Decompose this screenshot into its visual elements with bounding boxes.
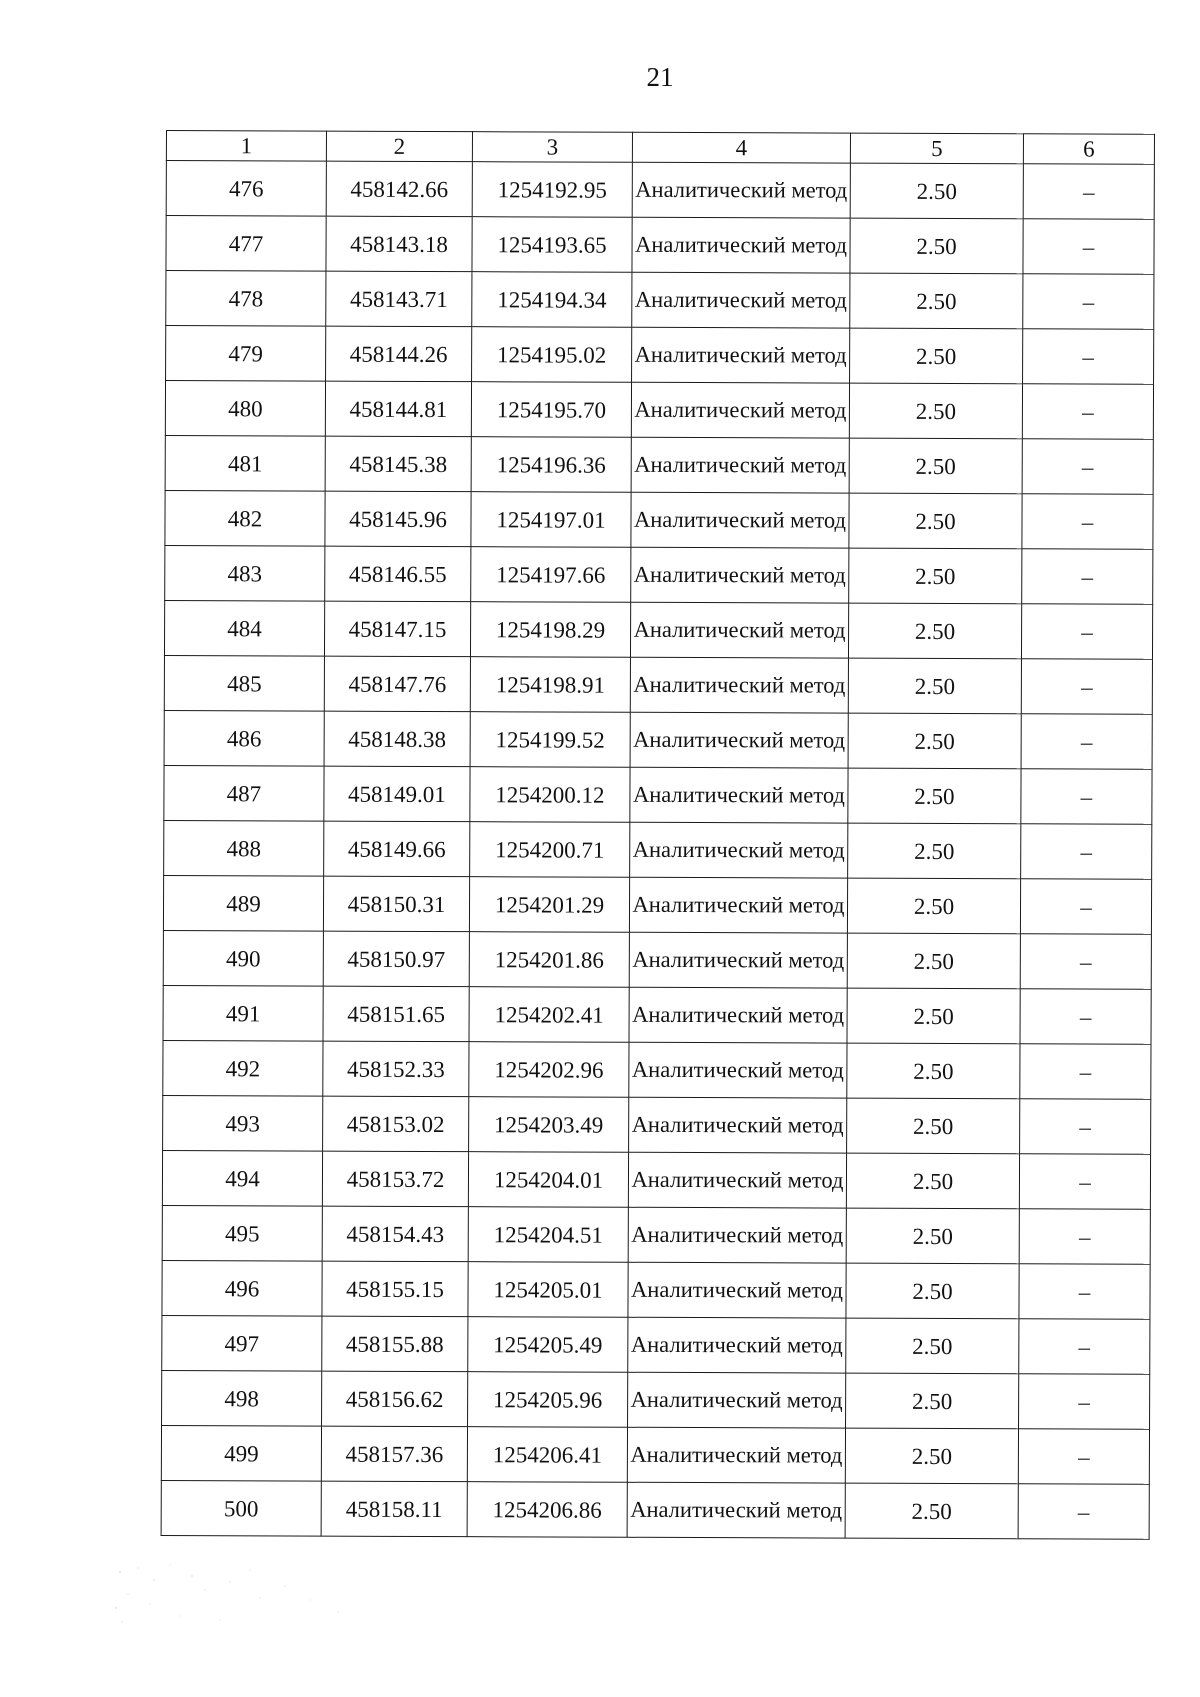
accuracy-cell: 2.50 bbox=[849, 548, 1022, 604]
accuracy-cell: 2.50 bbox=[849, 438, 1022, 494]
table-row bbox=[164, 655, 1152, 714]
x-coordinate-cell: 458149.01 bbox=[324, 766, 470, 822]
description-cell: – bbox=[1021, 714, 1152, 770]
point-number-cell: 484 bbox=[164, 600, 324, 656]
y-coordinate-cell: 1254205.49 bbox=[468, 1317, 628, 1373]
table-row bbox=[161, 1425, 1149, 1484]
header-row bbox=[166, 131, 1154, 165]
y-coordinate-cell: 1254192.95 bbox=[472, 162, 632, 218]
description-cell: – bbox=[1023, 219, 1154, 275]
x-coordinate-cell: 458147.76 bbox=[324, 656, 470, 712]
table-row bbox=[163, 875, 1151, 934]
method-cell: Аналитический метод bbox=[629, 987, 847, 1043]
method-cell: Аналитический метод bbox=[632, 162, 850, 218]
point-number-cell: 478 bbox=[166, 271, 326, 327]
description-cell: – bbox=[1019, 1209, 1150, 1265]
x-coordinate-cell: 458149.66 bbox=[324, 821, 470, 877]
x-coordinate-cell: 458150.31 bbox=[323, 876, 469, 932]
description-cell: – bbox=[1022, 494, 1153, 550]
accuracy-cell: 2.50 bbox=[847, 933, 1020, 989]
description-cell: – bbox=[1020, 1044, 1151, 1100]
description-cell: – bbox=[1022, 439, 1153, 495]
accuracy-cell: 2.50 bbox=[848, 768, 1021, 824]
method-cell: Аналитический метод bbox=[631, 437, 849, 493]
x-coordinate-cell: 458143.18 bbox=[326, 216, 472, 272]
y-coordinate-cell: 1254195.70 bbox=[471, 382, 631, 438]
x-coordinate-cell: 458144.26 bbox=[326, 326, 472, 382]
point-number-cell: 490 bbox=[163, 930, 323, 986]
table-row bbox=[165, 381, 1153, 440]
table-row bbox=[161, 1480, 1149, 1539]
accuracy-cell: 2.50 bbox=[848, 603, 1021, 659]
x-coordinate-cell: 458146.55 bbox=[325, 546, 471, 602]
accuracy-cell: 2.50 bbox=[850, 273, 1023, 329]
accuracy-cell: 2.50 bbox=[846, 1208, 1019, 1264]
point-number-cell: 485 bbox=[164, 655, 324, 711]
point-number-cell: 492 bbox=[163, 1040, 323, 1096]
method-cell: Аналитический метод bbox=[630, 767, 848, 823]
x-coordinate-cell: 458152.33 bbox=[323, 1041, 469, 1097]
table-row bbox=[163, 1095, 1151, 1154]
x-coordinate-cell: 458144.81 bbox=[325, 381, 471, 437]
y-coordinate-cell: 1254203.49 bbox=[469, 1097, 629, 1153]
method-cell: Аналитический метод bbox=[630, 657, 848, 713]
description-cell: – bbox=[1023, 164, 1154, 220]
description-cell: – bbox=[1020, 934, 1151, 990]
method-cell: Аналитический метод bbox=[628, 1207, 846, 1263]
description-cell: – bbox=[1021, 659, 1152, 715]
description-cell: – bbox=[1021, 769, 1152, 825]
x-coordinate-cell: 458150.97 bbox=[323, 931, 469, 987]
point-number-cell: 497 bbox=[162, 1315, 322, 1371]
y-coordinate-cell: 1254198.91 bbox=[470, 657, 630, 713]
accuracy-cell: 2.50 bbox=[847, 1043, 1020, 1099]
accuracy-cell: 2.50 bbox=[850, 218, 1023, 274]
description-cell: – bbox=[1023, 329, 1154, 385]
x-coordinate-cell: 458151.65 bbox=[323, 986, 469, 1042]
point-number-cell: 493 bbox=[163, 1095, 323, 1151]
point-number-cell: 491 bbox=[163, 985, 323, 1041]
description-cell: – bbox=[1018, 1429, 1149, 1485]
point-number-cell: 482 bbox=[165, 490, 325, 546]
y-coordinate-cell: 1254195.02 bbox=[472, 327, 632, 383]
point-number-cell: 499 bbox=[161, 1425, 321, 1481]
y-coordinate-cell: 1254200.71 bbox=[470, 822, 630, 878]
accuracy-cell: 2.50 bbox=[846, 1263, 1019, 1319]
x-coordinate-cell: 458156.62 bbox=[322, 1371, 468, 1427]
page-number: 21 bbox=[646, 62, 674, 92]
method-cell: Аналитический метод bbox=[630, 822, 848, 878]
x-coordinate-cell: 458143.71 bbox=[326, 271, 472, 327]
description-cell: – bbox=[1022, 549, 1153, 605]
method-cell: Аналитический метод bbox=[627, 1427, 845, 1483]
table-row bbox=[163, 930, 1151, 989]
accuracy-cell: 2.50 bbox=[845, 1483, 1018, 1539]
point-number-cell: 486 bbox=[164, 710, 324, 766]
point-number-cell: 477 bbox=[166, 216, 326, 272]
accuracy-cell: 2.50 bbox=[848, 658, 1021, 714]
method-cell: Аналитический метод bbox=[631, 492, 849, 548]
table-row bbox=[164, 820, 1152, 879]
point-number-cell: 495 bbox=[162, 1205, 322, 1261]
table-row bbox=[166, 326, 1154, 385]
table-row bbox=[162, 1150, 1150, 1209]
y-coordinate-cell: 1254204.01 bbox=[468, 1152, 628, 1208]
y-coordinate-cell: 1254204.51 bbox=[468, 1207, 628, 1263]
accuracy-cell: 2.50 bbox=[847, 878, 1020, 934]
table-row bbox=[166, 216, 1154, 275]
method-cell: Аналитический метод bbox=[632, 272, 850, 328]
accuracy-cell: 2.50 bbox=[848, 713, 1021, 769]
x-coordinate-cell: 458142.66 bbox=[326, 161, 472, 217]
point-number-cell: 487 bbox=[164, 765, 324, 821]
x-coordinate-cell: 458157.36 bbox=[321, 1426, 467, 1482]
point-number-cell: 480 bbox=[165, 381, 325, 437]
column-header: 1 bbox=[166, 131, 326, 162]
accuracy-cell: 2.50 bbox=[847, 988, 1020, 1044]
table-row bbox=[162, 1370, 1150, 1429]
point-number-cell: 476 bbox=[166, 161, 326, 217]
table-row bbox=[164, 600, 1152, 659]
description-cell: – bbox=[1018, 1484, 1149, 1540]
description-cell: – bbox=[1023, 274, 1154, 330]
accuracy-cell: 2.50 bbox=[846, 1318, 1019, 1374]
x-coordinate-cell: 458154.43 bbox=[322, 1206, 468, 1262]
method-cell: Аналитический метод bbox=[631, 547, 849, 603]
y-coordinate-cell: 1254196.36 bbox=[471, 437, 631, 493]
y-coordinate-cell: 1254206.86 bbox=[467, 1482, 627, 1538]
table-row bbox=[164, 710, 1152, 769]
table-row bbox=[163, 1040, 1151, 1099]
point-number-cell: 483 bbox=[165, 545, 325, 601]
y-coordinate-cell: 1254194.34 bbox=[472, 272, 632, 328]
column-header: 5 bbox=[850, 133, 1023, 164]
accuracy-cell: 2.50 bbox=[848, 823, 1021, 879]
method-cell: Аналитический метод bbox=[628, 1372, 846, 1428]
accuracy-cell: 2.50 bbox=[849, 383, 1022, 439]
table-row bbox=[162, 1260, 1150, 1319]
y-coordinate-cell: 1254197.66 bbox=[471, 547, 631, 603]
point-number-cell: 481 bbox=[165, 435, 325, 491]
x-coordinate-cell: 458153.72 bbox=[322, 1151, 468, 1207]
point-number-cell: 498 bbox=[162, 1370, 322, 1426]
table-row bbox=[162, 1205, 1150, 1264]
y-coordinate-cell: 1254199.52 bbox=[470, 712, 630, 768]
point-number-cell: 494 bbox=[162, 1150, 322, 1206]
description-cell: – bbox=[1019, 1154, 1150, 1210]
table-row bbox=[163, 985, 1151, 1044]
y-coordinate-cell: 1254202.41 bbox=[469, 987, 629, 1043]
method-cell: Аналитический метод bbox=[629, 1042, 847, 1098]
y-coordinate-cell: 1254193.65 bbox=[472, 217, 632, 273]
table-row bbox=[166, 271, 1154, 330]
y-coordinate-cell: 1254198.29 bbox=[470, 602, 630, 658]
method-cell: Аналитический метод bbox=[631, 382, 849, 438]
table-header bbox=[166, 131, 1154, 165]
method-cell: Аналитический метод bbox=[629, 877, 847, 933]
method-cell: Аналитический метод bbox=[629, 1097, 847, 1153]
x-coordinate-cell: 458148.38 bbox=[324, 711, 470, 767]
method-cell: Аналитический метод bbox=[630, 712, 848, 768]
description-cell: – bbox=[1020, 989, 1151, 1045]
point-number-cell: 500 bbox=[161, 1480, 321, 1536]
method-cell: Аналитический метод bbox=[628, 1317, 846, 1373]
accuracy-cell: 2.50 bbox=[845, 1428, 1018, 1484]
point-number-cell: 496 bbox=[162, 1260, 322, 1316]
description-cell: – bbox=[1021, 604, 1152, 660]
point-number-cell: 479 bbox=[166, 326, 326, 382]
accuracy-cell: 2.50 bbox=[846, 1153, 1019, 1209]
y-coordinate-cell: 1254201.86 bbox=[469, 932, 629, 988]
x-coordinate-cell: 458153.02 bbox=[323, 1096, 469, 1152]
accuracy-cell: 2.50 bbox=[846, 1373, 1019, 1429]
table-row bbox=[164, 765, 1152, 824]
x-coordinate-cell: 458158.11 bbox=[321, 1481, 467, 1537]
table-row bbox=[162, 1315, 1150, 1374]
method-cell: Аналитический метод bbox=[632, 217, 850, 273]
table-row bbox=[166, 161, 1154, 220]
x-coordinate-cell: 458155.15 bbox=[322, 1261, 468, 1317]
accuracy-cell: 2.50 bbox=[847, 1098, 1020, 1154]
method-cell: Аналитический метод bbox=[632, 327, 850, 383]
y-coordinate-cell: 1254206.41 bbox=[467, 1427, 627, 1483]
description-cell: – bbox=[1021, 824, 1152, 880]
y-coordinate-cell: 1254197.01 bbox=[471, 492, 631, 548]
accuracy-cell: 2.50 bbox=[850, 163, 1023, 219]
point-number-cell: 488 bbox=[164, 820, 324, 876]
x-coordinate-cell: 458155.88 bbox=[322, 1316, 468, 1372]
x-coordinate-cell: 458145.38 bbox=[325, 436, 471, 492]
y-coordinate-cell: 1254205.01 bbox=[468, 1262, 628, 1318]
table-row bbox=[165, 490, 1153, 549]
description-cell: – bbox=[1020, 879, 1151, 935]
method-cell: Аналитический метод bbox=[629, 932, 847, 988]
y-coordinate-cell: 1254205.96 bbox=[468, 1372, 628, 1428]
method-cell: Аналитический метод bbox=[627, 1482, 845, 1538]
table-body bbox=[161, 161, 1154, 1540]
y-coordinate-cell: 1254200.12 bbox=[470, 767, 630, 823]
accuracy-cell: 2.50 bbox=[849, 493, 1022, 549]
x-coordinate-cell: 458147.15 bbox=[324, 601, 470, 657]
accuracy-cell: 2.50 bbox=[850, 328, 1023, 384]
column-header: 4 bbox=[632, 132, 850, 163]
method-cell: Аналитический метод bbox=[630, 602, 848, 658]
table-row bbox=[165, 435, 1153, 494]
description-cell: – bbox=[1022, 384, 1153, 440]
scan-noise bbox=[110, 1560, 370, 1630]
point-number-cell: 489 bbox=[163, 875, 323, 931]
method-cell: Аналитический метод bbox=[628, 1152, 846, 1208]
y-coordinate-cell: 1254202.96 bbox=[469, 1042, 629, 1098]
y-coordinate-cell: 1254201.29 bbox=[469, 877, 629, 933]
column-header: 2 bbox=[326, 131, 472, 162]
column-header: 3 bbox=[472, 132, 632, 163]
method-cell: Аналитический метод bbox=[628, 1262, 846, 1318]
description-cell: – bbox=[1019, 1374, 1150, 1430]
description-cell: – bbox=[1019, 1319, 1150, 1375]
table-row bbox=[165, 545, 1153, 604]
coordinates-table bbox=[161, 130, 1155, 1540]
description-cell: – bbox=[1019, 1264, 1150, 1320]
description-cell: – bbox=[1020, 1099, 1151, 1155]
column-header: 6 bbox=[1023, 134, 1154, 165]
x-coordinate-cell: 458145.96 bbox=[325, 491, 471, 547]
